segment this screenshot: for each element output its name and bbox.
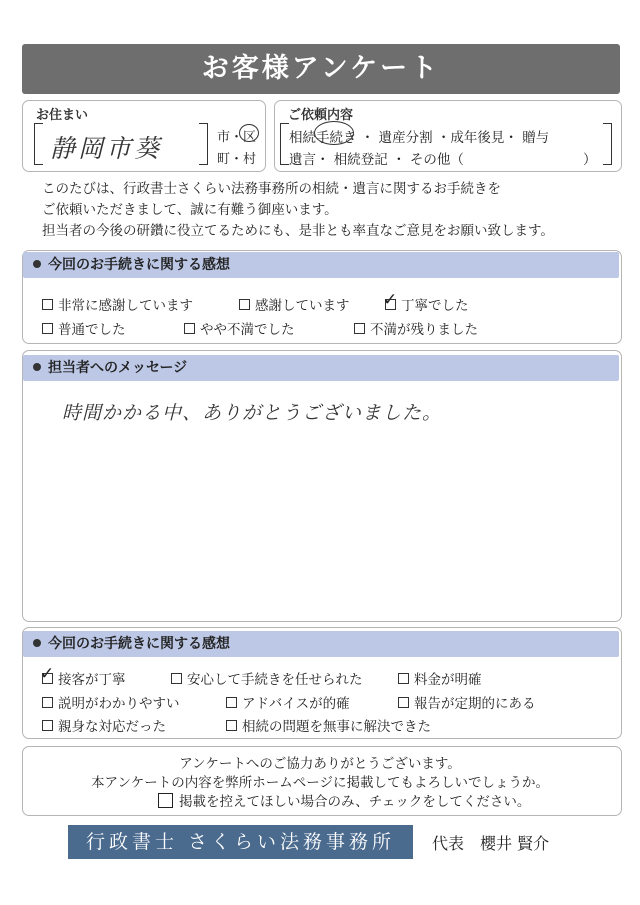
closing-line-2: 本アンケートの内容を弊所ホームページに掲載してもよろしいでしょうか。 [91,775,549,791]
section-2-heading [23,355,619,381]
s1-option-5[interactable] [184,318,295,338]
request-line-1: 相続手続き ・ 遺産分割 ・成年後見・ 贈与 [289,130,550,146]
s1-option-6-label: 不満が残りました [370,322,478,338]
s3-option-4[interactable] [42,692,180,712]
s3-option-2-label: 安心して手続きを任せられた [187,672,363,688]
bullet-icon [33,639,41,647]
s3-option-3-label: 料金が明確 [414,672,482,688]
checkbox-icon[interactable] [184,323,195,334]
publish-opt-out-label: 掲載を控えてほしい場合のみ、チェックをしてください。 [179,794,531,810]
request-circle-mark [314,121,354,145]
s3-option-5[interactable] [226,692,350,712]
s3-option-5-label: アドバイスが的確 [242,696,350,712]
section-2-heading-text: 担当者へのメッセージ [48,360,188,376]
s3-option-8-label: 相続の問題を無事に解決できた [242,719,431,735]
s3-option-3[interactable] [398,668,482,688]
s1-option-6[interactable] [354,318,478,338]
bullet-icon [33,260,41,268]
checkbox-icon[interactable] [42,299,53,310]
publish-opt-out[interactable] [158,790,530,810]
message-text[interactable]: 時間かかる中、ありがとうございました。 [62,402,443,424]
s1-option-2-label: 感謝しています [255,298,350,314]
section-1-heading [23,252,619,278]
s3-option-7-label: 親身な対応だった [58,719,166,735]
intro-line-2: ご依頼いただきまして、誠に有難う御座います。 [42,202,338,218]
bullet-icon [33,363,41,371]
address-label: お住まい [36,108,89,123]
checkbox-icon[interactable] [398,673,409,684]
checkbox-icon[interactable] [171,673,182,684]
s1-option-3-label: 丁寧でした [401,298,469,314]
checkbox-icon[interactable] [42,697,53,708]
section-1-heading-text: 今回のお手続きに関する感想 [48,257,230,273]
s3-option-7[interactable] [42,715,166,735]
request-bracket-right [603,123,612,165]
request-line-2: 遺言・ 相続登記 ・ その他（ [289,152,464,168]
request-bracket-left [280,123,289,165]
representative: 代表 櫻井 賢介 [432,834,550,853]
s3-option-1[interactable] [42,668,126,688]
section-2-box [22,350,622,622]
checkbox-icon[interactable] [226,720,237,731]
s3-option-1-label: 接客が丁寧 [58,672,126,688]
s3-option-8[interactable] [226,715,431,735]
s1-option-1-label: 非常に感謝しています [58,298,193,314]
section-3-heading-text: 今回のお手続きに関する感想 [48,636,230,652]
s1-option-1[interactable] [42,294,193,314]
s1-option-5-label: やや不満でした [200,322,295,338]
s1-option-4-label: 普通でした [58,322,126,338]
office-name: 行政書士 さくらい法務事務所 [68,825,413,859]
ward-circle-mark [239,124,259,142]
checkbox-icon[interactable] [42,720,53,731]
address-suffix-town: 町・村 [217,152,257,167]
s3-option-2[interactable] [171,668,363,688]
s1-option-2[interactable] [239,294,350,314]
s1-option-3[interactable] [385,294,469,314]
checkbox-icon[interactable] [398,697,409,708]
address-suffix-city: 市・区 [217,130,257,145]
intro-line-1: このたびは、行政書士さくらい法務事務所の相続・遺言に関するお手続きを [42,181,501,197]
checkbox-icon[interactable] [239,299,250,310]
section-3-heading [23,631,619,657]
s3-option-4-label: 説明がわかりやすい [58,696,180,712]
s3-option-6-label: 報告が定期的にある [414,696,536,712]
address-bracket-right [199,123,208,165]
page-title: お客様アンケート [22,44,620,94]
request-label: ご依頼内容 [288,108,354,123]
request-line-2-close: ） [583,152,597,168]
s1-option-4[interactable] [42,318,126,338]
intro-line-3: 担当者の今後の研鑽に役立てるためにも、是非とも率直なご意見をお願い致します。 [42,223,554,239]
address-value[interactable]: 静岡市葵 [50,134,163,163]
closing-line-1: アンケートへのご協力ありがとうございます。 [179,756,461,772]
checkbox-checked-icon[interactable] [42,673,53,684]
checkbox-icon[interactable] [354,323,365,334]
checkbox-icon[interactable] [42,323,53,334]
checkbox-icon[interactable] [158,793,173,808]
s3-option-6[interactable] [398,692,536,712]
checkbox-icon[interactable] [226,697,237,708]
checkbox-checked-icon[interactable] [385,299,396,310]
address-bracket-left [34,123,43,165]
